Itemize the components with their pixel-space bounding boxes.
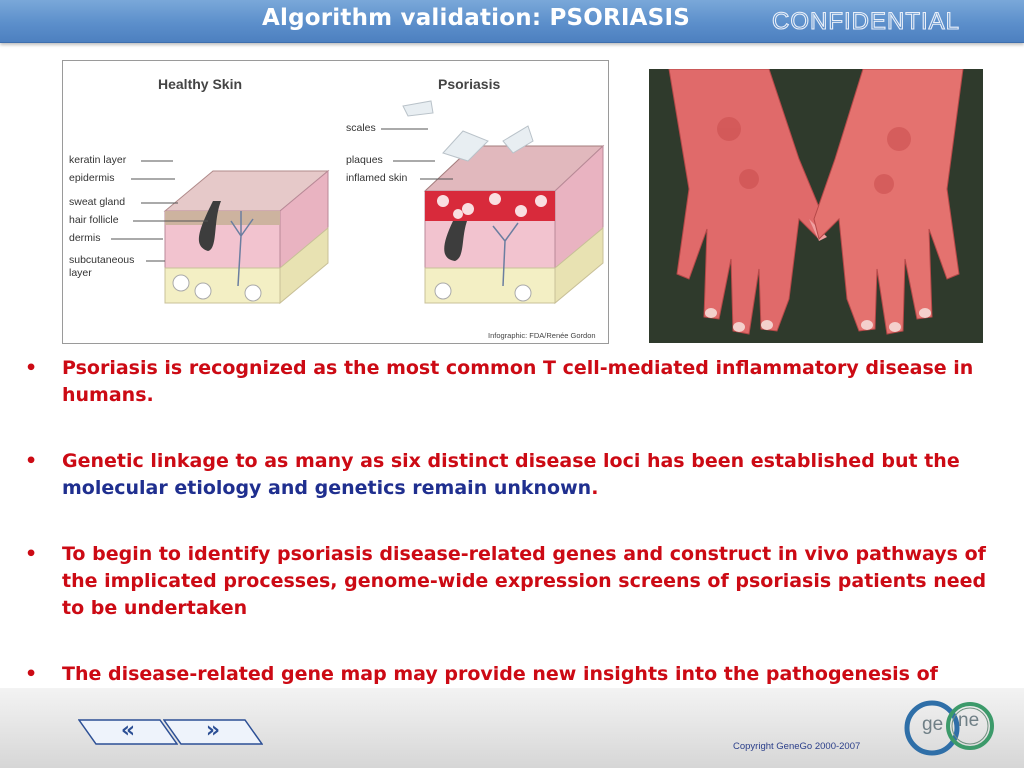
hands-image	[649, 69, 983, 343]
label-layer: layer	[69, 267, 92, 279]
psoriasis-skin-block	[403, 101, 603, 303]
bullet-item	[22, 448, 1012, 502]
bullet-text-emphasis: molecular etiology and genetics remain unknown	[62, 477, 592, 499]
label-subcutaneous: subcutaneous	[69, 254, 135, 266]
next-arrow-icon: »	[205, 718, 221, 743]
psoriasis-hands-photo	[649, 69, 983, 343]
label-dermis: dermis	[69, 232, 101, 244]
bullet-item	[22, 541, 1012, 622]
logo-text-ge: ge	[922, 714, 944, 735]
label-scales: scales	[346, 122, 376, 134]
bullet-dot: •	[25, 543, 38, 565]
skin-cross-section-illustration	[62, 60, 609, 344]
confidential-watermark: CONFIDENTIAL	[772, 8, 961, 35]
healthy-skin-title: Healthy Skin	[158, 76, 243, 92]
illustration-credit: Infographic: FDA/Renée Gordon	[488, 331, 596, 340]
previous-arrow-icon: «	[120, 718, 136, 743]
label-plaques: plaques	[346, 154, 383, 166]
bullet-text-red: Genetic linkage to as many as six distinct disease loci has been established but the	[62, 450, 960, 472]
copyright-text: Copyright GeneGo 2000-2007	[733, 741, 861, 752]
genego-logo	[900, 698, 1006, 758]
bullet-text: Psoriasis is recognized as the most common T cell-mediated inflammatory disease in humans.	[62, 357, 974, 406]
bullet-dot: •	[25, 663, 38, 685]
logo-text-ne: ne	[958, 710, 980, 731]
bullet-text-end: .	[591, 477, 599, 499]
bullet-dot: •	[25, 357, 38, 379]
slide-title: Algorithm validation: PSORIASIS	[262, 5, 690, 31]
bullet-text: The disease-related gene map may provide new insights into the pathogenesis of	[62, 663, 938, 685]
label-inflamed-skin: inflamed skin	[346, 172, 408, 184]
skin-diagram-graphic	[63, 61, 608, 343]
psoriasis-title: Psoriasis	[438, 76, 501, 92]
label-keratin-layer: keratin layer	[69, 154, 127, 166]
healthy-skin-block	[165, 171, 328, 303]
bullet-item	[22, 355, 1012, 409]
logo-rings	[900, 698, 1006, 758]
next-slide-button[interactable]	[163, 719, 263, 745]
title-bar	[0, 0, 1024, 43]
label-hair-follicle: hair follicle	[69, 214, 119, 226]
label-epidermis: epidermis	[69, 172, 115, 184]
bullet-dot: •	[25, 450, 38, 472]
bullet-text: To begin to identify psoriasis disease-related genes and construct in vivo pathways of the implicated processes, genome-wide expression screens of psoriasis patients need to be undertaken	[62, 543, 987, 619]
label-sweat-gland: sweat gland	[69, 196, 126, 208]
